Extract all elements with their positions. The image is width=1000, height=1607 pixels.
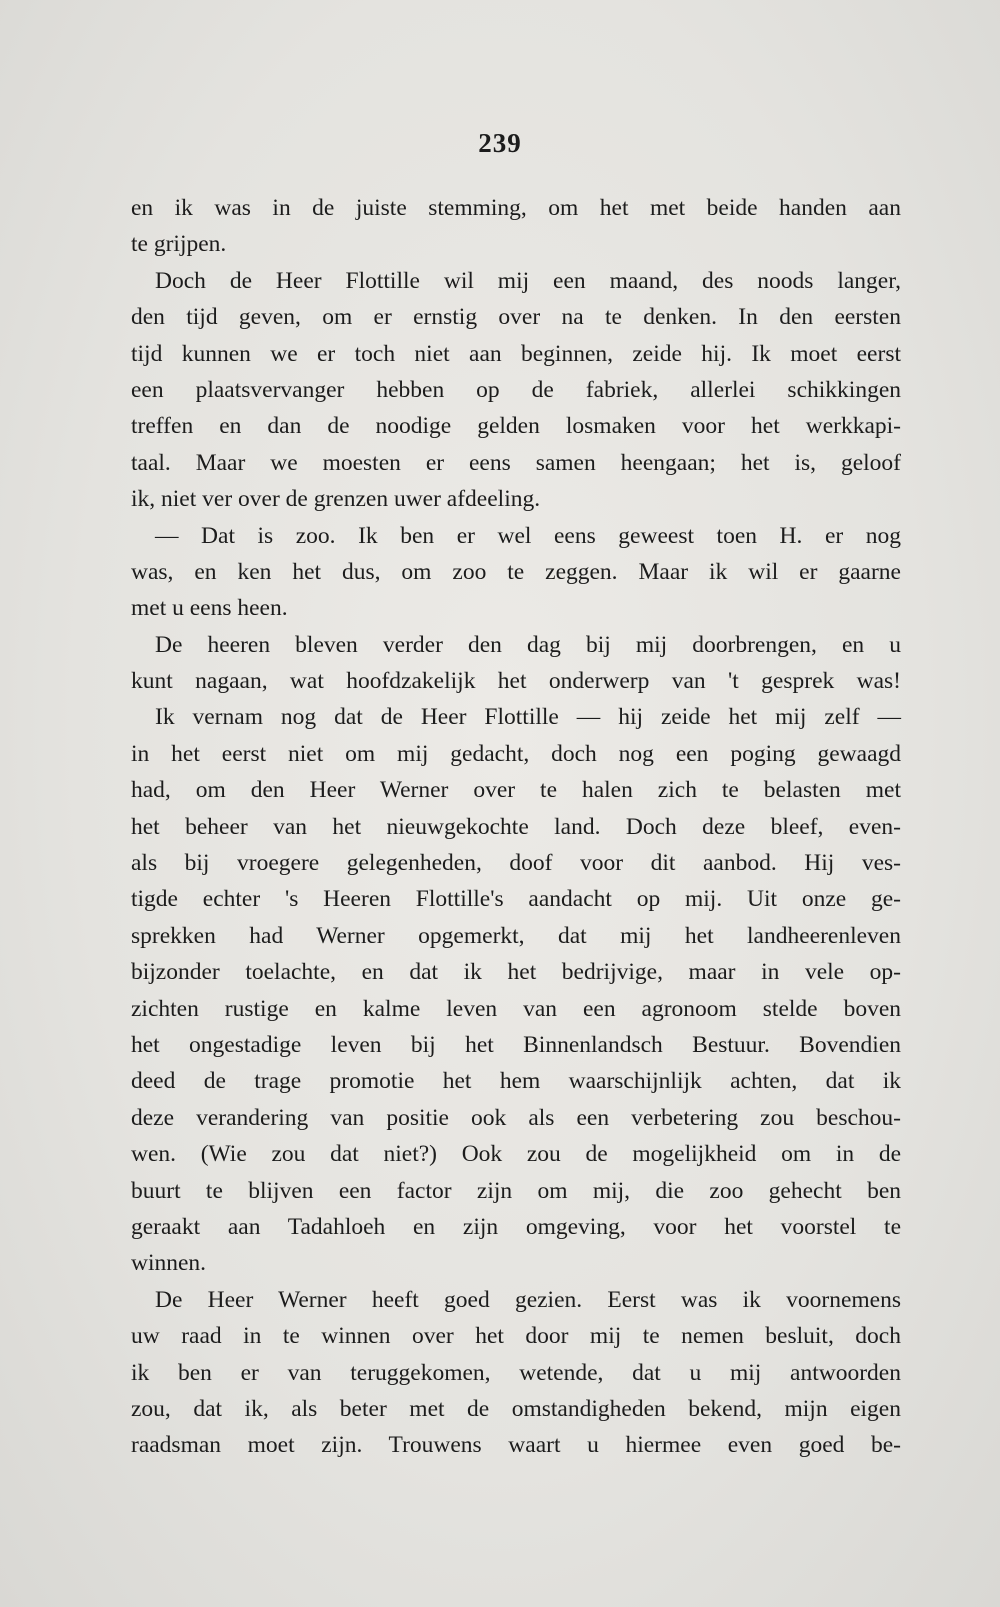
text-line: het beheer van het nieuwgekochte land. Doch deze bleef, even- bbox=[131, 813, 901, 840]
text-line: te grijpen. bbox=[131, 231, 227, 258]
text-line: taal. Maar we moesten er eens samen heengaan; het is, geloof bbox=[131, 449, 901, 476]
text-line: De Heer Werner heeft goed gezien. Eerst was ik voornemens bbox=[155, 1286, 901, 1313]
text-line: had, om den Heer Werner over te halen zich te belasten met bbox=[131, 777, 901, 804]
text-line: raadsman moet zijn. Trouwens waart u hiermee even goed be- bbox=[131, 1432, 901, 1459]
text-line: het ongestadige leven bij het Binnenlandsch Bestuur. Bovendien bbox=[131, 1031, 901, 1058]
text-line: wen. (Wie zou dat niet?) Ook zou de mogelijkheid om in de bbox=[131, 1141, 901, 1168]
text-line: winnen. bbox=[131, 1250, 207, 1277]
text-line: den tijd geven, om er ernstig over na te denken. In den eersten bbox=[131, 304, 901, 331]
text-line: ik, niet ver over de grenzen uwer afdeeling. bbox=[131, 486, 541, 513]
text-line: met u eens heen. bbox=[131, 595, 288, 622]
text-line: bijzonder toelachte, en dat ik het bedrijvige, maar in vele op- bbox=[131, 959, 901, 986]
text-line: zou, dat ik, als beter met de omstandigheden bekend, mijn eigen bbox=[131, 1395, 901, 1422]
text-line: zichten rustige en kalme leven van een agronoom stelde boven bbox=[131, 995, 901, 1022]
text-line: als bij vroegere gelegenheden, doof voor dit aanbod. Hij ves- bbox=[131, 850, 901, 877]
text-line: was, en ken het dus, om zoo te zeggen. Maar ik wil er gaarne bbox=[131, 558, 901, 585]
text-line: — Dat is zoo. Ik ben er wel eens geweest toen H. er nog bbox=[155, 522, 901, 549]
page-number: 239 bbox=[478, 128, 522, 158]
text-line: deze verandering van positie ook als een verbetering zou beschou- bbox=[131, 1104, 901, 1131]
text-line: tijd kunnen we er toch niet aan beginnen, zeide hij. Ik moet eerst bbox=[131, 340, 901, 367]
text-line: ik ben er van teruggekomen, wetende, dat u mij antwoorden bbox=[131, 1359, 901, 1386]
text-line: een plaatsvervanger hebben op de fabriek, allerlei schikkingen bbox=[131, 376, 901, 403]
text-line: geraakt aan Tadahloeh en zijn omgeving, voor het voorstel te bbox=[131, 1213, 901, 1240]
text-line: in het eerst niet om mij gedacht, doch nog een poging gewaagd bbox=[131, 740, 901, 767]
text-line: Doch de Heer Flottille wil mij een maand, des noods langer, bbox=[155, 267, 901, 294]
text-line: deed de trage promotie het hem waarschijnlijk achten, dat ik bbox=[131, 1068, 901, 1095]
text-line: kunt nagaan, wat hoofdzakelijk het onderwerp van 't gesprek was! bbox=[131, 668, 901, 695]
text-line: tigde echter 's Heeren Flottille's aandacht op mij. Uit onze ge- bbox=[131, 886, 901, 913]
text-line: buurt te blijven een factor zijn om mij, die zoo gehecht ben bbox=[131, 1177, 901, 1204]
page-text-body bbox=[131, 190, 901, 1464]
text-line: uw raad in te winnen over het door mij te nemen besluit, doch bbox=[131, 1323, 901, 1350]
text-line: en ik was in de juiste stemming, om het met beide handen aan bbox=[131, 195, 901, 221]
text-line: sprekken had Werner opgemerkt, dat mij het landheerenleven bbox=[131, 922, 901, 949]
text-line: Ik vernam nog dat de Heer Flottille — hij zeide het mij zelf — bbox=[155, 704, 901, 731]
text-line: treffen en dan de noodige gelden losmaken voor het werkkapi- bbox=[131, 413, 901, 440]
text-line: De heeren bleven verder den dag bij mij doorbrengen, en u bbox=[155, 631, 901, 658]
